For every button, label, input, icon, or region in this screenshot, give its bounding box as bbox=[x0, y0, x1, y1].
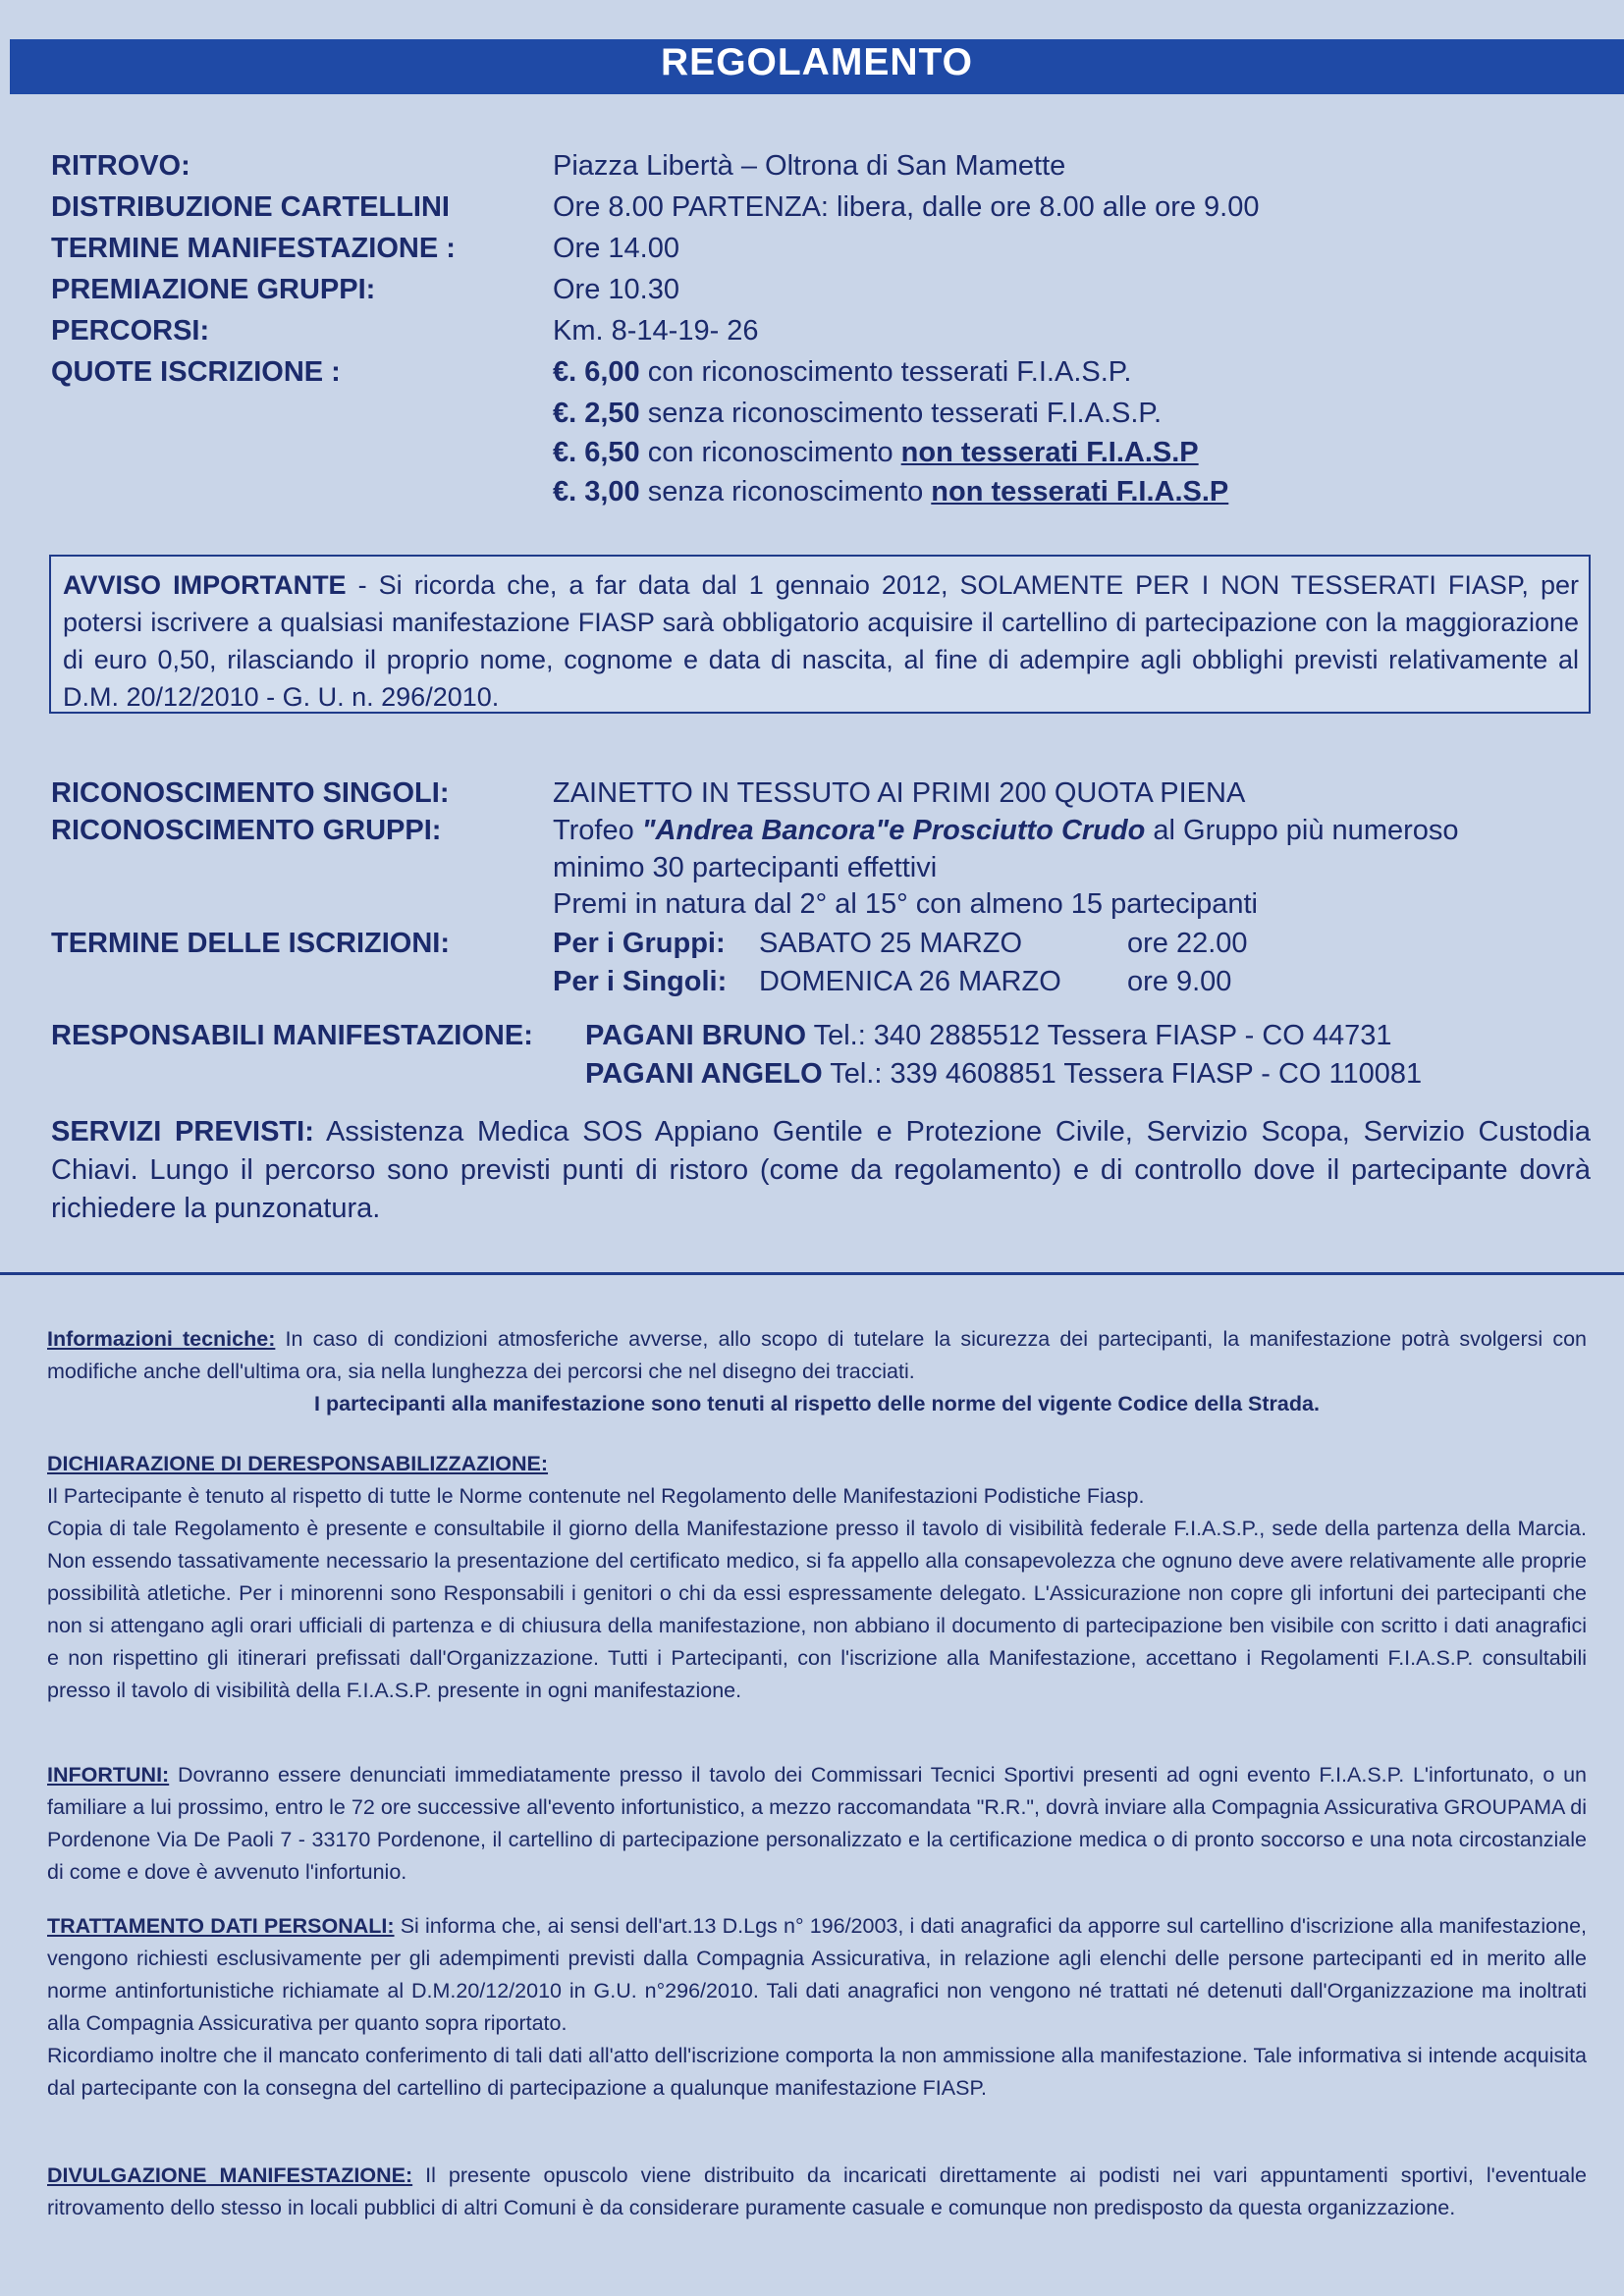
ritrovo-label: RITROVO: bbox=[51, 150, 190, 182]
gruppi-line3: Premi in natura dal 2° al 15° con almeno 15 partecipanti bbox=[553, 888, 1259, 920]
dichiarazione-heading: DICHIARAZIONE DI DERESPONSABILIZZAZIONE: bbox=[47, 1452, 549, 1475]
infortuni-text: Dovranno essere denunciati immediatamente presso il tavolo dei Commissari Tecnici Sportivi presenti ad ogni evento F.I.A.S.P. L'infortunato, o un familiare a lui prossimo, entro le 72 ore successive all'evento infortunistico, a mezzo raccomandata "R.R.", dovrà inviare alla Compagnia Assicurativa GROUPAMA di Pordenone Via De Paoli 7 - 33170 Pordenone, il cartellino di partecipazione personalizzato e la certificazione medica o di pronto soccorso e una nota circostanziale di come e dove è avvenuto l'infortunio. bbox=[47, 1763, 1587, 1884]
responsabile-row bbox=[585, 1058, 1422, 1091]
notice-heading: AVVISO IMPORTANTE bbox=[63, 570, 347, 600]
notice-text: - Si ricorda che, a far data dal 1 gennaio 2012, SOLAMENTE PER I NON TESSERATI FIASP, per potersi iscrivere a qualsiasi manifestazione FIASP sarà obbligatorio acquisire il cartellino di partecipazione con la maggiorazione di euro 0,50, rilasciando il proprio nome, cognome e data di nascita, al fine di adempire agli obblighi previsti relativamente al D.M. 20/12/2010 - G. U. n. 296/2010. bbox=[63, 570, 1580, 712]
gruppi-value bbox=[553, 815, 1459, 847]
quote-price: €. 6,00 bbox=[553, 356, 640, 388]
quote-underlined: non tesserati F.I.A.S.P bbox=[900, 437, 1199, 468]
deadline-time: ore 9.00 bbox=[1127, 966, 1232, 997]
page-title: REGOLAMENTO bbox=[661, 41, 973, 83]
distribuzione-label: DISTRIBUZIONE CARTELLINI bbox=[51, 191, 450, 223]
responsabile-name: PAGANI BRUNO bbox=[585, 1020, 807, 1051]
singoli-value: ZAINETTO IN TESSUTO AI PRIMI 200 QUOTA PIENA bbox=[553, 777, 1246, 809]
percorsi-value: Km. 8-14-19- 26 bbox=[553, 315, 759, 347]
trattamento-text2: Ricordiamo inoltre che il mancato conferimento di tali dati all'atto dell'iscrizione comporta la non ammissione alla manifestazione. Tale informativa si intende acquisita dal partecipante con la consegna del cartellino di partecipazione a qualunque manifestazione FIASP. bbox=[47, 2044, 1587, 2100]
trattamento-paragraph bbox=[47, 1910, 1587, 2105]
responsabili-label: RESPONSABILI MANIFESTAZIONE: bbox=[51, 1020, 533, 1051]
termine-label: TERMINE MANIFESTAZIONE : bbox=[51, 233, 456, 264]
gruppi-trophy: "Andrea Bancora"e Prosciutto Crudo bbox=[641, 815, 1146, 846]
quote-row bbox=[553, 437, 1199, 469]
quote-row bbox=[553, 476, 1228, 508]
quote-price: €. 3,00 bbox=[553, 476, 640, 507]
deadline-day: DOMENICA 26 MARZO bbox=[759, 966, 1061, 997]
servizi-label: SERVIZI PREVISTI: bbox=[51, 1116, 314, 1148]
responsabile-info: Tel.: 339 4608851 Tessera FIASP - CO 110081 bbox=[822, 1058, 1423, 1090]
trattamento-heading: TRATTAMENTO DATI PERSONALI: bbox=[47, 1914, 395, 1938]
quote-text: senza riconoscimento bbox=[639, 476, 932, 507]
responsabile-row bbox=[585, 1020, 1392, 1052]
tecniche-bold-line: I partecipanti alla manifestazione sono tenuti al rispetto delle norme del vigente Codice della Strada. bbox=[314, 1392, 1320, 1415]
deadline-who: Per i Gruppi: bbox=[553, 928, 726, 959]
infortuni-heading: INFORTUNI: bbox=[47, 1763, 170, 1787]
divulgazione-paragraph bbox=[47, 2160, 1587, 2224]
section-divider bbox=[0, 1272, 1624, 1275]
distribuzione-value: Ore 8.00 PARTENZA: libera, dalle ore 8.00 alle ore 9.00 bbox=[553, 191, 1260, 223]
responsabile-info: Tel.: 340 2885512 Tessera FIASP - CO 44731 bbox=[806, 1020, 1392, 1051]
dichiarazione-text: Copia di tale Regolamento è presente e consultabile il giorno della Manifestazione presso il tavolo di visibilità federale F.I.A.S.P., sede della partenza della Marcia. Non essendo tassativamente necessario la presentazione del certificato medico, si fa appello alla consapevolezza che ognuno deve avere relativamente alle proprie possibilità atletiche. Per i minorenni sono Responsabili i genitori o chi da essi espressamente delegato. L'Assicurazione non copre gli infortuni dei partecipanti che non si attengano agli orari ufficiali di partenza e di chiusura della manifestazione, non abbiano il documento di partecipazione ben visibile con scritto i dati anagrafici e non rispettino gli itinerari prefissati dall'Organizzazione. Tutti i Partecipanti, con l'iscrizione alla Manifestazione, accettano i Regolamenti F.I.A.S.P. consultabili presso il tavolo di visibilità della F.I.A.S.P. presente in ogni manifestazione. bbox=[47, 1517, 1587, 1702]
deadline-who bbox=[553, 928, 726, 960]
deadline-who: Per i Singoli: bbox=[553, 966, 728, 997]
termine-value: Ore 14.00 bbox=[553, 233, 679, 264]
tecniche-text: In caso di condizioni atmosferiche avverse, allo scopo di tutelare la sicurezza dei partecipanti, la manifestazione potrà svolgersi con modifiche anche dell'ultima ora, sia nella lunghezza dei percorsi che nel disegno dei tracciati. bbox=[47, 1327, 1587, 1383]
gruppi-label: RICONOSCIMENTO GRUPPI: bbox=[51, 815, 442, 846]
servizi-paragraph bbox=[51, 1113, 1591, 1228]
gruppi-prefix: Trofeo bbox=[553, 815, 642, 846]
percorsi-label: PERCORSI: bbox=[51, 315, 210, 347]
title-bar bbox=[10, 39, 1624, 94]
dichiarazione-paragraph bbox=[47, 1448, 1587, 1707]
deadline-who bbox=[553, 966, 727, 998]
tecniche-paragraph bbox=[47, 1323, 1587, 1420]
premiazione-value: Ore 10.30 bbox=[553, 274, 679, 305]
gruppi-line2: minimo 30 partecipanti effettivi bbox=[553, 852, 938, 883]
quote-text: senza riconoscimento tesserati F.I.A.S.P. bbox=[639, 398, 1163, 429]
premiazione-label: PREMIAZIONE GRUPPI: bbox=[51, 274, 376, 305]
infortuni-paragraph bbox=[47, 1759, 1587, 1889]
deadlines-label: TERMINE DELLE ISCRIZIONI: bbox=[51, 928, 450, 959]
ritrovo-value: Piazza Libertà – Oltrona di San Mamette bbox=[553, 150, 1066, 182]
divulgazione-text: Il presente opuscolo viene distribuito da incaricati direttamente ai podisti nei vari appuntamenti sportivi, l'eventuale ritrovamento dello stesso in locali pubblici di altri Comuni è da considerare puramente casuale e comunque non predisposto da questa organizzazione. bbox=[47, 2163, 1587, 2219]
servizi-text: Assistenza Medica SOS Appiano Gentile e Protezione Civile, Servizio Scopa, Servizio Custodia Chiavi. Lungo il percorso sono previsti punti di ristoro (come da regolamento) e di controllo dove il partecipante dovrà richiedere la punzonatura. bbox=[51, 1116, 1591, 1224]
responsabile-name: PAGANI ANGELO bbox=[585, 1058, 823, 1090]
divulgazione-heading: DIVULGAZIONE MANIFESTAZIONE: bbox=[47, 2163, 413, 2187]
deadline-day: SABATO 25 MARZO bbox=[759, 928, 1023, 959]
quote-price: €. 2,50 bbox=[553, 398, 640, 429]
trattamento-text: Si informa che, ai sensi dell'art.13 D.Lgs n° 196/2003, i dati anagrafici da apporre sul cartellino d'iscrizione alla manifestazione, vengono richiesti esclusivamente per gli adempimenti previsti dalla Compagnia Assicurativa, in relazione agli elenchi delle persone partecipanti ed in merito alle norme antinfortunistiche richiamate al D.M.20/12/2010 in G.U. n°296/2010. Tali dati anagrafici non vengono né trattati né detenuti dall'Organizzazione ma inoltrati alla Compagnia Assicurativa per quanto sopra riportato. bbox=[47, 1914, 1587, 2035]
quote-text: con riconoscimento bbox=[639, 437, 901, 468]
singoli-label: RICONOSCIMENTO SINGOLI: bbox=[51, 777, 450, 809]
gruppi-suffix: al Gruppo più numeroso bbox=[1145, 815, 1459, 846]
quote-underlined: non tesserati F.I.A.S.P bbox=[931, 476, 1229, 507]
quote-row bbox=[553, 356, 1131, 389]
quote-row bbox=[553, 398, 1162, 430]
dichiarazione-line1: Il Partecipante è tenuto al rispetto di tutte le Norme contenute nel Regolamento delle Manifestazioni Podistiche Fiasp. bbox=[47, 1484, 1145, 1508]
quote-label: QUOTE ISCRIZIONE : bbox=[51, 356, 341, 388]
quote-price: €. 6,50 bbox=[553, 437, 640, 468]
deadline-time: ore 22.00 bbox=[1127, 928, 1248, 959]
tecniche-heading: Informazioni tecniche: bbox=[47, 1327, 276, 1351]
quote-text: con riconoscimento tesserati F.I.A.S.P. bbox=[639, 356, 1132, 388]
notice-box bbox=[49, 555, 1591, 714]
